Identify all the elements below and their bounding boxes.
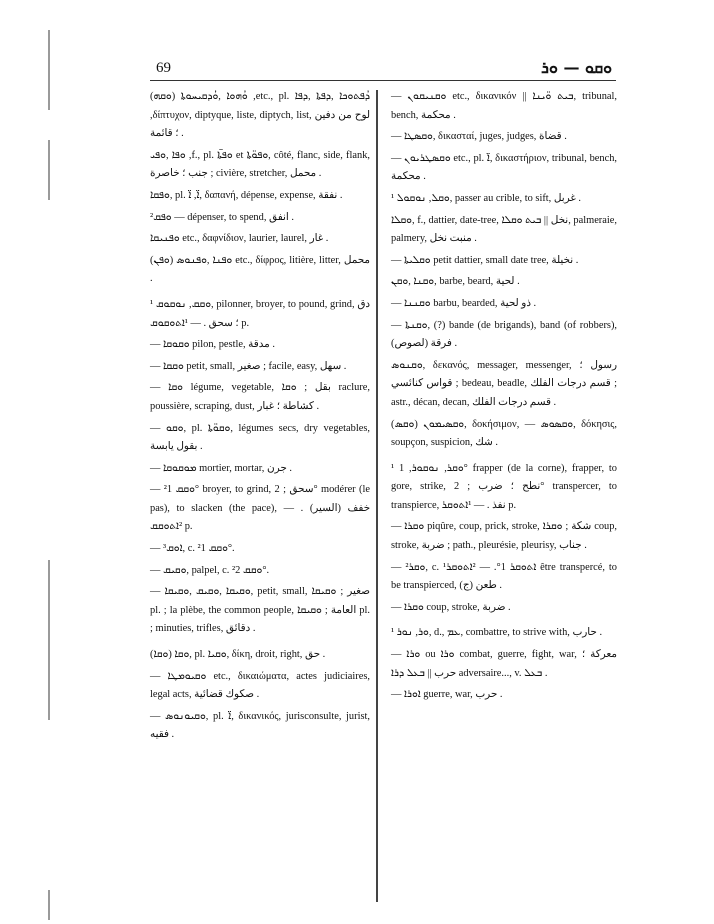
dictionary-entry: — ܘܩܝܩܐ ,ܘܩܝܩ ,ܘܩܝܩܐ, petit, small, صغير ; ܘܩܝܩܐ pl. ; la plèbe, the common people, العامة ; ܘܩܝܩܐ pl. ; minuties, trifles, دقائق .	[150, 586, 370, 635]
dictionary-entry: — ܘܩܘ, pl. ܘܩܘ̈ܬܐ, légumes secs, dry vegetables, بقول يابسة .	[150, 422, 370, 453]
dictionary-entry: — ܘܩܣܛܐ, δικασταί, juges, judges, قضاة .	[391, 131, 567, 143]
dictionary-entry: — ܘܩܝܩ, palpel, c. ²ܘܩܩ 2°.	[150, 564, 270, 576]
dictionary-entry: ܘܦܩ² — dépenser, to spend, انفق .	[150, 211, 294, 223]
left-column	[150, 88, 370, 748]
dictionary-entry: ܘܩܠܐ, f., dattier, date-tree, نخل || ܒܝܬ ܘܩܠܐ, palmeraie, palmery, منبت نخل .	[391, 214, 617, 245]
dictionary-entry: (ܘܩܐ) ܘܩܐ, pl. ܘܩܝܐ, δίκη, droit, right, حق .	[150, 649, 326, 661]
dictionary-entry: — ܘܩܠܝܬܐ petit dattier, small date tree, نخيلة .	[391, 254, 579, 266]
dictionary-entry: — ܡܘܩܘܩܐ mortier, mortar, جرن .	[150, 462, 292, 474]
dictionary-entry: ܘܦܢܝܩܐ etc., δαφνίδιον, laurier, laurel, غار .	[150, 233, 329, 245]
dictionary-entry: — ܘܩܢܬܐ, (?) bande (de brigands), band (of robbers), فرقة (لصوص) .	[391, 319, 617, 350]
margin-line-lower	[48, 560, 50, 720]
dictionary-entry: ܘܦܐ ,ܘܦܝ ,f., pl. ܘܦܬ̈ܐ et ܘܦܘ̈ܬܐ, côté, flanc, side, flank, جنب ؛ خاصرة ; civière, stretcher, محمل .	[150, 149, 370, 180]
right-column	[391, 88, 617, 708]
dictionary-entry: ¹ ܘܩܠ, ܢܘܩܘܠ, passer au crible, to sift, غربل .	[391, 192, 582, 204]
dictionary-entry: — ܘܪܐ ou ܘܪܐ combat, guerre, fight, war, معركة ؛ حرب || ܒܥܠ ܕܪܐ adversaire..., v. ܒܥܠ .	[391, 649, 617, 679]
dictionary-entry: — ܘܩܩܐ petit, small, صغير ; facile, easy, سهل .	[150, 360, 347, 372]
dictionary-entry: — ܘܩܪܐ coup, stroke, ضربة .	[391, 601, 511, 613]
dictionary-entry: ܘܦܩܐ, pl. ܐ̈, ܐ̈, δαπανή, dépense, expense, نفقة .	[150, 189, 343, 201]
page-header	[150, 58, 616, 81]
dictionary-entry: ܘܩܢܘܣ, δεκανός, messager, messenger, رسول ؛ قواس كنائسي ; bedeau, beadle, قسم درجات الفلك ; astr., décan, decan, قسم درجات الفلك .	[391, 359, 617, 408]
running-head: ܘܩܘ — ܘܪ	[541, 58, 612, 77]
dictionary-entry: — ²ܘܩܩ 1° broyer, to grind, سحق ; 2° modérer (le pas), to slacken (the pace), خفف (السير) . — ²ܐܬܘܩܩ p.	[150, 484, 370, 533]
dictionary-entry: ܘܩܢܐ ,ܘܩܢ, barbe, beard, لحية .	[391, 276, 520, 288]
dictionary-entry: (ܘܦܢ) ܘܦܢܐ ,ܘܦܢܘܣ etc., δίφρος, litière, litter, محمل .	[150, 254, 370, 285]
margin-line-top	[48, 30, 50, 110]
dictionary-entry: (ܘܩܣ) ܘܩܣܝܡܘܢ, δοκήσιμον, — ܘܩܣܘܣ, δόκησις, soupçon, suspicion, شك .	[391, 418, 617, 449]
page-number: 69	[156, 60, 171, 76]
margin-line-bottom	[48, 890, 50, 920]
dictionary-entry: (ܘܩܗ) ܘܳܗܘܐ ,ܘܳܕܩܝܚܘܬܐ ,etc., pl. ܕܳܦܬܘܟܐ ,ܕܦܬܐ ,ܕܦܐ ,δίπτυχον, diptyque, liste, diptych, list, لوح من دفين ؛ قائمة .	[150, 91, 371, 140]
dictionary-entry: — ܘܩܐ légume, vegetable, بقل ; ܘܩܐ raclure, poussière, scraping, dust, كشاطة ؛ غبار .	[150, 382, 370, 412]
dictionary-entry: — ܐܘܪܐ guerre, war, حرب .	[391, 689, 503, 701]
dictionary-entry: — ²ܘܩܪ, c. ¹ܐܬܘܩܪ 1°. — ²ܐܬܘܩܪ être transpercé, to be transpierced, طعن (ج) .	[391, 561, 617, 592]
dictionary-entry: — ܘܩܝܘܢܘܣ, pl. ܐ̈, δικανικός, jurisconsulte, jurist, فقيه .	[150, 710, 370, 741]
column-divider	[376, 90, 378, 902]
dictionary-entry: — ܘܩܢܝܩܘܢ etc., δικανικόν || ܒܝܬ ܘ̈ܝܢܐ, tribunal, bench, محكمة .	[391, 91, 617, 121]
dictionary-entry: ¹ ܘܪ, ܢܘܪ, d., ܥܡ, combattre, to strive with, حارب .	[391, 627, 603, 639]
dictionary-entry: — ܘܩܢܢܐ barbu, bearded, ذو لحية .	[391, 297, 537, 309]
dictionary-entry: — ܘܩܪܐ piqûre, coup, prick, stroke, شكة ; ܘܩܪܐ coup, stroke, ضربة ; path., pleurésie, pleurisy, جناب .	[391, 521, 617, 552]
dictionary-entry: ¹ ܘܩܩ, ܢܘܩܘܩ, pilonner, broyer, to pound, grind, دق ؛ سحق . — ¹ܐܬܘܩܘܩ p.	[150, 298, 371, 329]
dictionary-entry: — ܘܩܘܩܐ pilon, pestle, مدقة .	[150, 339, 275, 351]
dictionary-entry: — ܘܩܣܛܪܝܘܢ etc., pl. ܐ̈, δικαστήριον, tribunal, bench, محكمة .	[391, 152, 617, 183]
margin-line-upper	[48, 140, 50, 200]
dictionary-entry: ¹ ܘܩܪ, ܢܘܩܘܪ, 1° frapper (de la corne), frapper, to gore, strike, نطح ؛ ضرب ; 2° transpercer, to transpierce, نفذ . — ¹ܐܬܘܩܪ p.	[391, 462, 617, 511]
dictionary-entry: — ܘܩܝܘܡܛܐ etc., δικαιώματα, actes judiciaires, legal acts, صكوك قضائية .	[150, 670, 370, 701]
dictionary-entry: — ³ܐܘܩ, c. ²ܘܩܩ 1°.	[150, 543, 235, 555]
